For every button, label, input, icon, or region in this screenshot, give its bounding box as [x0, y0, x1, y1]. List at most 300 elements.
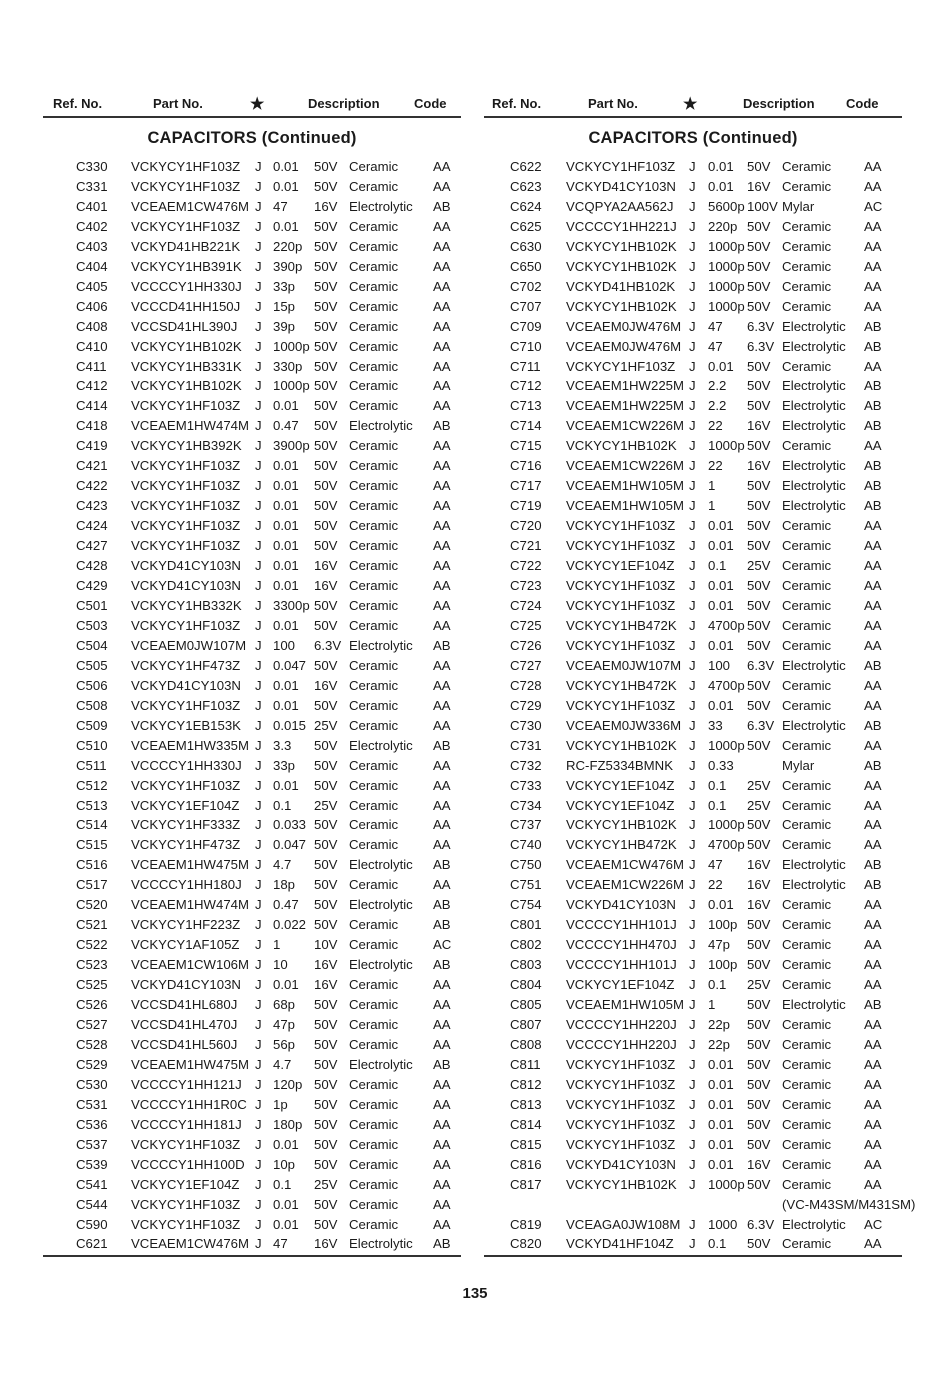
bottom-rule [484, 1255, 902, 1257]
cell-code: AA [864, 1236, 882, 1252]
cell-code: AB [864, 657, 882, 673]
cell-part-no: VCKYCY1HF103Z [131, 697, 241, 713]
cell-value: 4.7 [273, 1056, 292, 1072]
cell-voltage: 50V [747, 238, 771, 254]
table-row [484, 915, 902, 935]
cell-value: 0.01 [273, 677, 299, 693]
cell-ref-no: C717 [510, 478, 542, 494]
cell-ref-no: C539 [76, 1156, 108, 1172]
cell-code: AA [864, 258, 882, 274]
cell-rank: J [689, 1216, 696, 1232]
cell-part-no: VCCCCY1HH1R0C [131, 1096, 247, 1112]
cell-ref-no: C814 [510, 1116, 542, 1132]
cell-rank: J [689, 817, 696, 833]
cell-rank: J [255, 1196, 262, 1212]
cell-part-no: VCKYD41HF104Z [566, 1236, 674, 1252]
cell-part-no: VCCCCY1HH101J [566, 957, 677, 973]
cell-voltage: 50V [314, 897, 338, 913]
table-row [43, 796, 461, 816]
cell-description: Ceramic [782, 1156, 832, 1172]
cell-ref-no: C527 [76, 1016, 108, 1032]
table-row [43, 1155, 461, 1175]
cell-description: Ceramic [349, 1216, 399, 1232]
cell-ref-no: C714 [510, 418, 542, 434]
table-row [43, 536, 461, 556]
cell-rank: J [689, 318, 696, 334]
cell-code: AA [864, 957, 882, 973]
cell-voltage: 16V [314, 977, 338, 993]
cell-ref-no: C505 [76, 657, 108, 673]
cell-ref-no: C517 [76, 877, 108, 893]
cell-rank: J [255, 238, 262, 254]
cell-value: 0.1 [708, 1236, 727, 1252]
cell-code: AB [864, 717, 882, 733]
cell-description: Electrolytic [782, 717, 846, 733]
cell-description: Ceramic [782, 817, 832, 833]
cell-description: Ceramic [349, 238, 399, 254]
cell-voltage: 50V [747, 538, 771, 554]
cell-ref-no: C803 [510, 957, 542, 973]
cell-ref-no: C719 [510, 498, 542, 514]
cell-ref-no: C536 [76, 1116, 108, 1132]
cell-part-no: VCKYCY1HF103Z [131, 458, 241, 474]
cell-voltage: 50V [747, 498, 771, 514]
cell-part-no: VCKYCY1HB102K [566, 298, 677, 314]
cell-value: 5600p [708, 198, 745, 214]
cell-voltage: 50V [747, 597, 771, 613]
cell-code: AA [864, 1076, 882, 1092]
cell-rank: J [689, 358, 696, 374]
cell-code: AA [864, 977, 882, 993]
cell-ref-no: C711 [510, 358, 541, 374]
cell-voltage: 50V [314, 238, 338, 254]
table-row [43, 1135, 461, 1155]
cell-part-no: VCKYCY1HF103Z [131, 218, 241, 234]
cell-rank: J [255, 637, 262, 653]
cell-value: 0.1 [273, 797, 292, 813]
cell-value: 4.7 [273, 857, 292, 873]
cell-code: AB [433, 1056, 451, 1072]
parts-list [43, 157, 461, 1254]
cell-description: Ceramic [349, 438, 399, 454]
cell-voltage: 6.3V [747, 1216, 775, 1232]
cell-code: AB [433, 637, 451, 653]
cell-rank: J [689, 657, 696, 673]
cell-voltage: 50V [314, 1136, 338, 1152]
cell-rank: J [255, 777, 262, 793]
column-header [43, 94, 461, 118]
cell-voltage: 100V [747, 198, 778, 214]
cell-ref-no: C722 [510, 558, 542, 574]
cell-description: Ceramic [349, 478, 399, 494]
cell-part-no: VCEAEM1CW226M [566, 877, 684, 893]
cell-ref-no: C537 [76, 1136, 108, 1152]
cell-code: AA [864, 797, 882, 813]
cell-description: Ceramic [349, 258, 399, 274]
cell-rank: J [255, 278, 262, 294]
cell-ref-no: C723 [510, 578, 542, 594]
cell-description: Ceramic [349, 977, 399, 993]
cell-voltage: 50V [314, 657, 338, 673]
cell-description: Electrolytic [349, 897, 413, 913]
cell-part-no: VCKYD41CY103N [131, 578, 241, 594]
cell-voltage: 50V [314, 498, 338, 514]
cell-rank: J [255, 1036, 262, 1052]
cell-code: AB [433, 737, 451, 753]
table-row [484, 756, 902, 776]
cell-ref-no: C516 [76, 857, 108, 873]
table-row [484, 157, 902, 177]
table-row [43, 456, 461, 476]
cell-description: Ceramic [349, 797, 399, 813]
table-row [43, 736, 461, 756]
cell-voltage: 50V [314, 1196, 338, 1212]
cell-rank: J [255, 1176, 262, 1192]
table-row [43, 476, 461, 496]
cell-ref-no: C421 [76, 458, 108, 474]
cell-code: AA [864, 1156, 882, 1172]
cell-voltage: 50V [314, 1016, 338, 1032]
cell-part-no: VCCCCY1HH220J [566, 1036, 677, 1052]
cell-rank: J [689, 578, 696, 594]
cell-rank: J [255, 458, 262, 474]
cell-rank: J [689, 1156, 696, 1172]
cell-code: AA [864, 897, 882, 913]
cell-description: Ceramic [349, 937, 399, 953]
header-part-no: Part No. [153, 96, 203, 111]
cell-ref-no: C428 [76, 558, 108, 574]
cell-part-no: VCKYCY1HF103Z [131, 777, 241, 793]
cell-value: 0.01 [273, 697, 299, 713]
cell-description: Electrolytic [782, 318, 846, 334]
cell-part-no: VCKYCY1HB102K [566, 238, 677, 254]
table-row [484, 875, 902, 895]
table-row [43, 756, 461, 776]
cell-description: Electrolytic [782, 498, 846, 514]
cell-code: AA [433, 817, 451, 833]
cell-value: 0.01 [273, 218, 299, 234]
cell-description: Electrolytic [782, 997, 846, 1013]
cell-rank: J [255, 358, 262, 374]
cell-ref-no: C514 [76, 817, 108, 833]
cell-part-no: VCEAEM1HW105M [566, 997, 684, 1013]
cell-part-no: VCKYCY1EB153K [131, 717, 241, 733]
page-number: 135 [462, 1285, 488, 1302]
cell-ref-no: C820 [510, 1236, 542, 1252]
cell-part-no: VCKYCY1HF103Z [566, 358, 676, 374]
cell-description: Ceramic [782, 1016, 832, 1032]
cell-rank: J [689, 797, 696, 813]
cell-rank: J [255, 597, 262, 613]
cell-rank: J [689, 278, 696, 294]
cell-voltage: 50V [314, 398, 338, 414]
cell-ref-no: C501 [76, 597, 108, 613]
cell-ref-no: C515 [76, 837, 108, 853]
cell-voltage: 16V [747, 418, 771, 434]
table-row [43, 875, 461, 895]
cell-code: AA [864, 1016, 882, 1032]
cell-rank: J [689, 777, 696, 793]
cell-value: 47 [273, 1236, 288, 1252]
cell-voltage: 16V [747, 1156, 771, 1172]
cell-ref-no: C410 [76, 338, 108, 354]
table-row [484, 536, 902, 556]
table-row [43, 516, 461, 536]
cell-description: Ceramic [782, 438, 832, 454]
cell-voltage: 50V [747, 398, 771, 414]
cell-ref-no: C402 [76, 218, 108, 234]
cell-ref-no: C525 [76, 977, 108, 993]
cell-rank: J [255, 498, 262, 514]
cell-description: Ceramic [349, 498, 399, 514]
cell-value: 0.022 [273, 917, 307, 933]
table-row [484, 776, 902, 796]
cell-rank: J [689, 897, 696, 913]
cell-rank: J [689, 518, 696, 534]
cell-description: Ceramic [349, 278, 399, 294]
parts-list [484, 157, 916, 1254]
cell-code: AA [433, 977, 451, 993]
cell-part-no: VCCSD41HL560J [131, 1036, 238, 1052]
cell-ref-no: C526 [76, 997, 108, 1013]
cell-code: AA [864, 1036, 882, 1052]
cell-voltage: 50V [314, 1096, 338, 1112]
cell-ref-no: C817 [510, 1176, 542, 1192]
table-row [43, 1115, 461, 1135]
cell-part-no: VCKYCY1EF104Z [566, 777, 675, 793]
cell-value: 0.01 [708, 1136, 734, 1152]
cell-value: 0.01 [708, 518, 734, 534]
cell-part-no: VCKYCY1HB472K [566, 837, 677, 853]
cell-code: AA [433, 837, 451, 853]
cell-description: Mylar [782, 757, 815, 773]
cell-value: 0.047 [273, 657, 307, 673]
cell-value: 0.033 [273, 817, 307, 833]
cell-rank: J [255, 957, 262, 973]
cell-rank: J [689, 757, 696, 773]
cell-ref-no: C802 [510, 937, 542, 953]
cell-ref-no: C625 [510, 218, 542, 234]
cell-value: 0.01 [273, 558, 299, 574]
cell-rank: J [689, 697, 696, 713]
cell-code: AA [864, 1136, 882, 1152]
cell-rank: J [255, 737, 262, 753]
cell-part-no: VCEAEM1CW476M [131, 1236, 249, 1252]
cell-description: Ceramic [349, 597, 399, 613]
cell-code: AA [864, 538, 882, 554]
table-row [43, 197, 461, 217]
cell-value: 0.01 [273, 578, 299, 594]
cell-description: Ceramic [782, 1136, 832, 1152]
cell-value: 4700p [708, 617, 745, 633]
cell-part-no: VCKYD41CY103N [566, 1156, 676, 1172]
cell-part-no: VCKYCY1HF103Z [131, 1216, 241, 1232]
cell-voltage: 50V [747, 917, 771, 933]
cell-value: 0.015 [273, 717, 307, 733]
cell-code: AB [433, 1236, 451, 1252]
table-row [484, 975, 902, 995]
cell-value: 1000p [708, 817, 745, 833]
cell-value: 0.01 [708, 637, 734, 653]
table-row [43, 297, 461, 317]
cell-voltage: 50V [747, 1036, 771, 1052]
cell-value: 39p [273, 318, 296, 334]
cell-voltage: 16V [314, 957, 338, 973]
cell-ref-no: C751 [510, 877, 542, 893]
cell-part-no: VCCCD41HH150J [131, 298, 241, 314]
cell-value: 1000p [273, 338, 310, 354]
cell-voltage: 50V [747, 1176, 771, 1192]
table-row [43, 277, 461, 297]
table-row [43, 556, 461, 576]
cell-part-no: VCKYCY1HF103Z [131, 617, 241, 633]
table-row [43, 576, 461, 596]
cell-description: Ceramic [349, 717, 399, 733]
table-row [43, 1035, 461, 1055]
cell-code: AA [433, 498, 451, 514]
cell-description: Ceramic [349, 877, 399, 893]
cell-ref-no: C418 [76, 418, 108, 434]
cell-description: Ceramic [349, 757, 399, 773]
cell-code: AB [864, 378, 882, 394]
table-row [484, 496, 902, 516]
cell-value: 0.01 [708, 697, 734, 713]
cell-voltage: 50V [747, 478, 771, 494]
cell-code: AA [864, 578, 882, 594]
cell-voltage: 50V [747, 159, 771, 174]
cell-description: Ceramic [782, 957, 832, 973]
cell-description: Electrolytic [782, 1216, 846, 1232]
cell-description: Ceramic [782, 1116, 832, 1132]
cell-description: Ceramic [782, 637, 832, 653]
cell-value: 0.1 [708, 558, 727, 574]
cell-part-no: VCKYCY1EF104Z [566, 797, 675, 813]
cell-value: 47p [273, 1016, 296, 1032]
table-row [484, 935, 902, 955]
cell-ref-no: C506 [76, 677, 108, 693]
cell-description: Ceramic [349, 398, 399, 414]
cell-ref-no: C513 [76, 797, 108, 813]
cell-rank: J [689, 538, 696, 554]
cell-code: AA [864, 178, 882, 194]
cell-voltage: 50V [314, 478, 338, 494]
cell-code: AB [864, 877, 882, 893]
cell-description: Electrolytic [349, 737, 413, 753]
cell-voltage: 50V [314, 757, 338, 773]
table-row [43, 1215, 461, 1235]
cell-description: Mylar [782, 198, 815, 214]
cell-value: 0.01 [708, 358, 734, 374]
cell-code: AB [864, 498, 882, 514]
cell-part-no: VCKYCY1HB102K [566, 737, 677, 753]
cell-ref-no: C813 [510, 1096, 542, 1112]
cell-code: AA [433, 318, 451, 334]
cell-voltage: 50V [314, 438, 338, 454]
cell-code: AA [433, 258, 451, 274]
cell-value: 180p [273, 1116, 303, 1132]
cell-value: 330p [273, 358, 303, 374]
cell-part-no: VCKYCY1HF103Z [131, 398, 241, 414]
header-description: Description [308, 96, 380, 111]
cell-description: Ceramic [782, 937, 832, 953]
cell-voltage: 50V [314, 997, 338, 1013]
cell-ref-no: C713 [510, 398, 542, 414]
cell-ref-no: C819 [510, 1216, 542, 1232]
bottom-rule [43, 1255, 461, 1257]
cell-value: 47 [708, 318, 723, 334]
cell-rank: J [689, 418, 696, 434]
cell-voltage: 50V [314, 278, 338, 294]
cell-rank: J [689, 159, 696, 174]
table-row [484, 796, 902, 816]
table-row [484, 197, 902, 217]
cell-voltage: 25V [747, 558, 771, 574]
cell-value: 0.01 [273, 178, 299, 194]
cell-description: Ceramic [782, 617, 832, 633]
cell-ref-no: C523 [76, 957, 108, 973]
cell-part-no: VCKYCY1EF104Z [566, 977, 675, 993]
cell-voltage: 50V [314, 1036, 338, 1052]
cell-code: AA [433, 757, 451, 773]
cell-description: Electrolytic [782, 458, 846, 474]
cell-part-no: VCKYCY1HB102K [566, 817, 677, 833]
cell-value: 4700p [708, 837, 745, 853]
cell-code: AC [433, 937, 452, 953]
cell-voltage: 50V [747, 1016, 771, 1032]
cell-description: Electrolytic [349, 1056, 413, 1072]
cell-value: 0.01 [273, 159, 299, 174]
cell-ref-no: C754 [510, 897, 542, 913]
cell-part-no: VCEAEM1HW474M [131, 897, 249, 913]
cell-value: 0.01 [273, 478, 299, 494]
cell-ref-no: C520 [76, 897, 108, 913]
table-row [484, 1215, 902, 1235]
cell-description: Ceramic [349, 1096, 399, 1112]
cell-part-no: VCEAEM1CW476M [131, 198, 249, 214]
cell-part-no: VCKYCY1HB102K [566, 1176, 677, 1192]
table-row [43, 217, 461, 237]
cell-description: Ceramic [782, 258, 832, 274]
cell-voltage: 50V [314, 538, 338, 554]
cell-value: 1 [708, 478, 716, 494]
cell-part-no: VCKYD41HB102K [566, 278, 676, 294]
cell-voltage: 16V [747, 458, 771, 474]
cell-rank: J [255, 977, 262, 993]
cell-value: 0.01 [708, 1096, 734, 1112]
cell-ref-no: C408 [76, 318, 108, 334]
cell-value: 1000p [708, 1176, 745, 1192]
cell-ref-no: C423 [76, 498, 108, 514]
header-code: Code [414, 96, 447, 111]
table-row [43, 995, 461, 1015]
cell-rank: J [255, 438, 262, 454]
cell-value: 0.01 [708, 897, 734, 913]
cell-code: AA [864, 637, 882, 653]
cell-value: 0.01 [273, 777, 299, 793]
cell-voltage: 50V [747, 578, 771, 594]
cell-code: AA [433, 717, 451, 733]
cell-part-no: VCCCCY1HH330J [131, 278, 242, 294]
table-row [43, 1055, 461, 1075]
cell-code: AA [864, 817, 882, 833]
cell-description: Ceramic [349, 518, 399, 534]
cell-ref-no: C812 [510, 1076, 542, 1092]
cell-description: Ceramic [782, 837, 832, 853]
cell-voltage: 16V [747, 897, 771, 913]
cell-description: Ceramic [349, 917, 399, 933]
cell-code: AA [864, 218, 882, 234]
cell-description: Ceramic [349, 1116, 399, 1132]
